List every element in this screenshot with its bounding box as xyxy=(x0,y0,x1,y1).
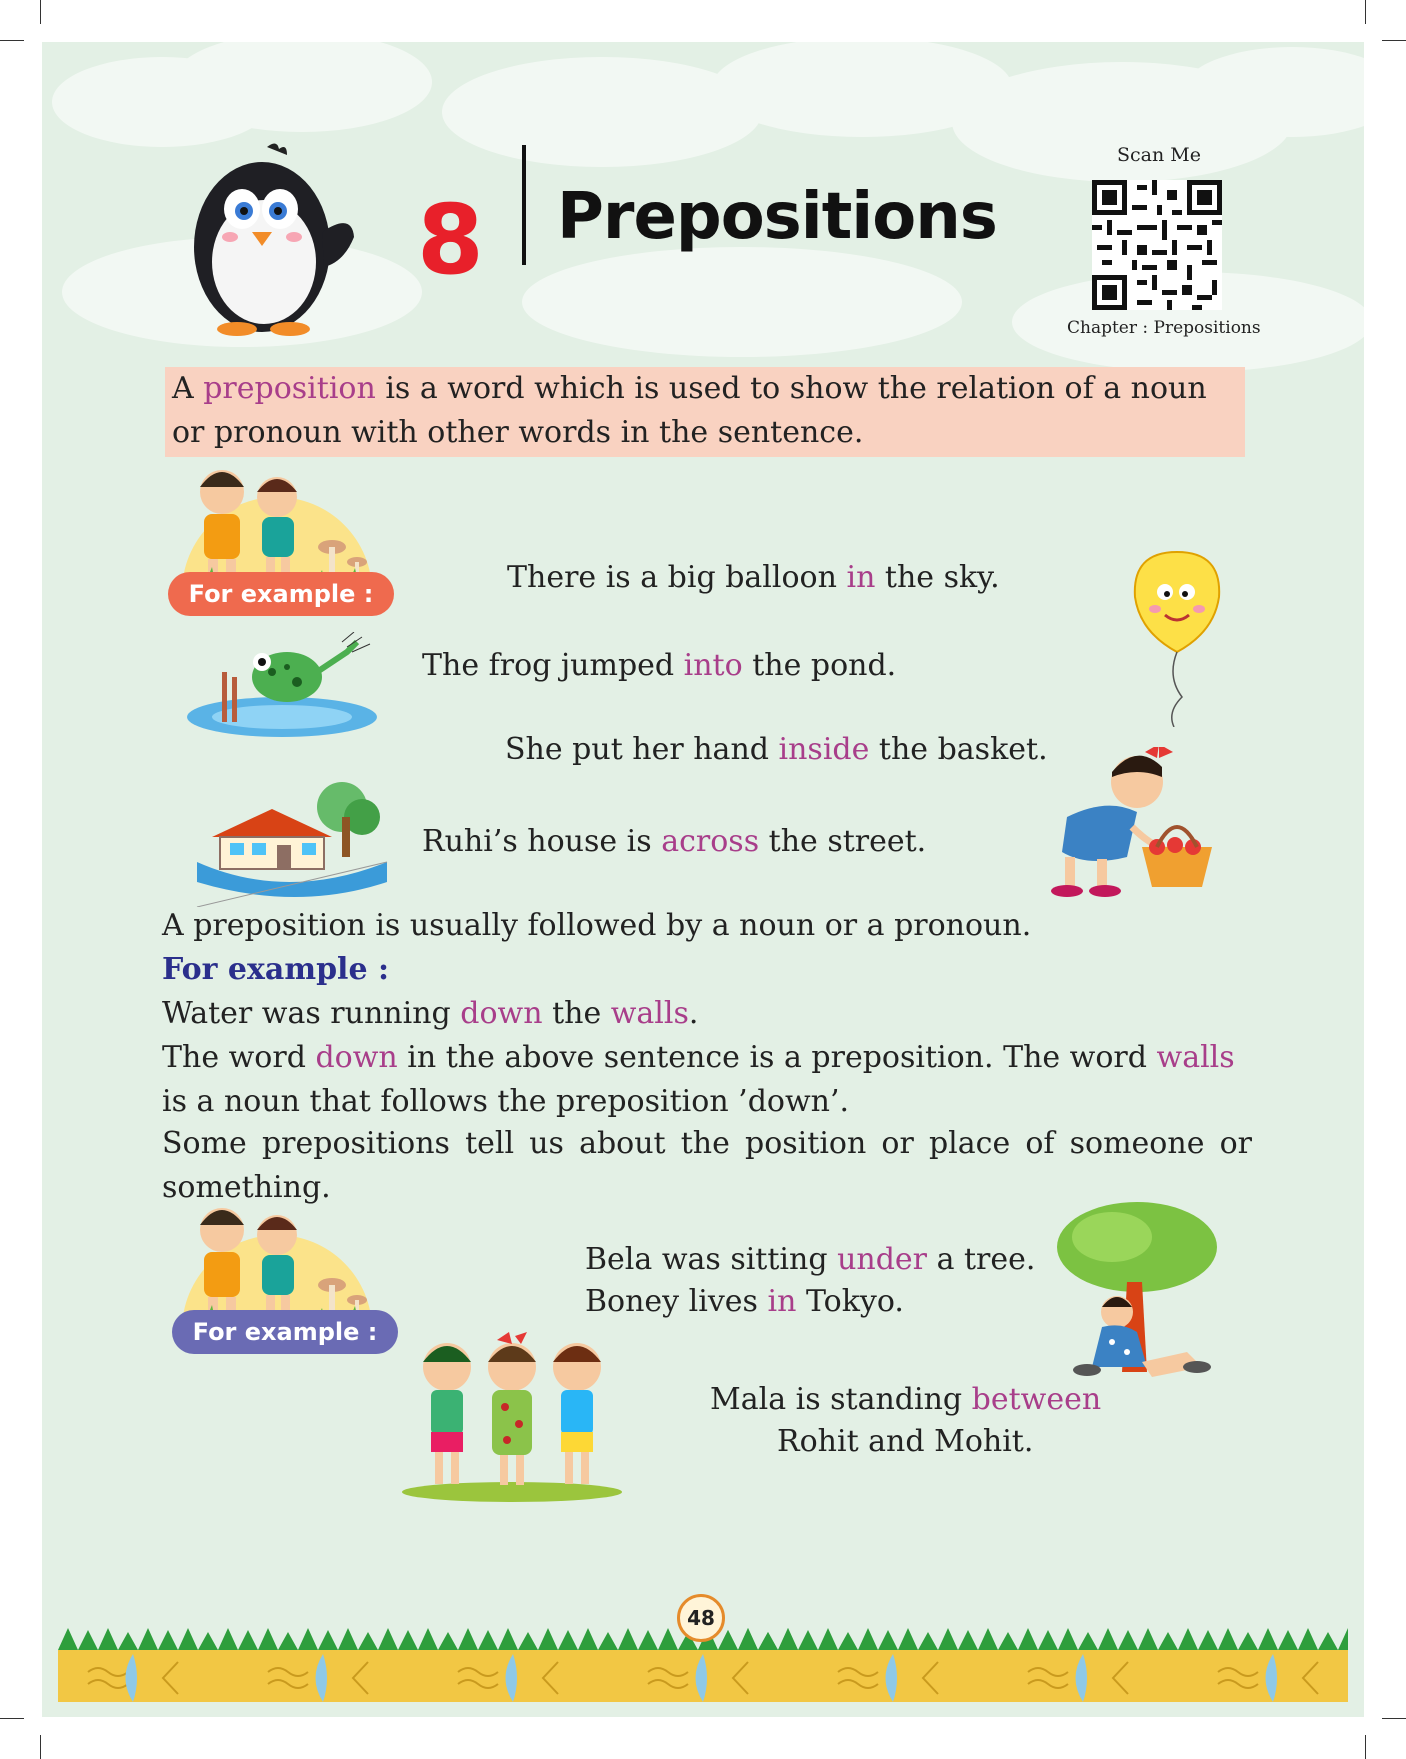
crop-mark xyxy=(1365,1735,1366,1759)
qr-code-icon[interactable] xyxy=(1092,180,1222,310)
sentence-text: in the above sentence is a preposition. The word xyxy=(397,1040,1157,1075)
crop-mark xyxy=(0,1718,24,1719)
example-sentence xyxy=(585,1284,904,1319)
example-sentence xyxy=(422,648,896,683)
sentence-text: the street. xyxy=(759,824,927,859)
water-example xyxy=(162,992,1252,1036)
crop-mark xyxy=(40,1735,41,1759)
sentence-text: the sky. xyxy=(875,560,1000,595)
preposition-word: in xyxy=(767,1284,797,1319)
example-sentence xyxy=(710,1382,1101,1417)
sentence-text: Boney lives xyxy=(585,1284,768,1319)
example-sentence: Rohit and Mohit. xyxy=(777,1424,1034,1459)
crop-mark xyxy=(1382,1718,1406,1719)
preposition-word: between xyxy=(971,1382,1102,1417)
crop-mark xyxy=(40,0,41,24)
sentence-text: the pond. xyxy=(742,648,897,683)
tree-girl-illustration xyxy=(1052,1202,1222,1382)
sentence-text: the xyxy=(542,996,611,1031)
sentence-text: Tokyo. xyxy=(796,1284,904,1319)
sentence-text: Bela was sitting xyxy=(585,1242,838,1277)
for-example-badge: For example : xyxy=(168,572,394,616)
sentence-text: She put her hand xyxy=(505,732,779,767)
preposition-word: across xyxy=(661,824,760,859)
explanation-paragraph xyxy=(162,1036,1252,1124)
chapter-title: Prepositions xyxy=(557,180,997,254)
example-sentence xyxy=(422,824,926,859)
page-number: 48 xyxy=(677,1594,725,1642)
frog-illustration xyxy=(182,632,392,742)
for-example-heading: For example : xyxy=(162,952,390,987)
balloon-illustration xyxy=(1127,547,1227,727)
scan-me-label: Scan Me xyxy=(1117,144,1201,166)
preposition-word: under xyxy=(837,1242,928,1277)
heading-divider xyxy=(522,145,526,265)
crop-mark xyxy=(1365,0,1366,24)
sentence-text: The frog jumped xyxy=(422,648,684,683)
chapter-number: 8 xyxy=(417,184,484,296)
example-sentence xyxy=(505,732,1048,767)
sentence-text: There is a big balloon xyxy=(507,560,847,595)
crop-mark xyxy=(1382,40,1406,41)
body-line: A preposition is usually followed by a noun or a pronoun. xyxy=(162,908,1032,943)
preposition-word: into xyxy=(683,648,743,683)
girl-basket-illustration xyxy=(1027,747,1217,907)
noun-word: walls xyxy=(1156,1040,1235,1075)
definition-text xyxy=(172,367,1242,455)
preposition-word: in xyxy=(846,560,876,595)
sentence-text: Mala is standing xyxy=(710,1382,972,1417)
crop-mark xyxy=(0,40,24,41)
sentence-text: the basket. xyxy=(869,732,1048,767)
noun-word: walls xyxy=(610,996,689,1031)
preposition-word: inside xyxy=(778,732,870,767)
sentence-text: a tree. xyxy=(927,1242,1036,1277)
sentence-text: Ruhi’s house is xyxy=(422,824,662,859)
textbook-page xyxy=(42,42,1364,1717)
definition-term: preposition xyxy=(203,371,376,406)
sentence-text: . xyxy=(688,996,699,1031)
sentence-text: The word xyxy=(162,1040,316,1075)
preposition-word: down xyxy=(460,996,543,1031)
example-sentence xyxy=(507,560,1000,595)
for-example-badge: For example : xyxy=(172,1310,398,1354)
sentence-text: Water was running xyxy=(162,996,461,1031)
penguin-illustration xyxy=(172,137,362,337)
example-sentence xyxy=(585,1242,1035,1277)
house-illustration xyxy=(192,777,392,907)
three-kids-illustration xyxy=(397,1332,627,1502)
preposition-word: down xyxy=(315,1040,398,1075)
position-paragraph: Some prepositions tell us about the position or place of someone or something. xyxy=(162,1126,1252,1205)
definition-part-1: A xyxy=(172,371,204,406)
definition-part-2: is a word which is used to show the relation of a noun or pronoun with other words in the sentence. xyxy=(172,371,1207,450)
qr-caption: Chapter : Prepositions xyxy=(1067,318,1261,338)
sentence-text: is a noun that follows the preposition ’down’. xyxy=(162,1084,850,1119)
